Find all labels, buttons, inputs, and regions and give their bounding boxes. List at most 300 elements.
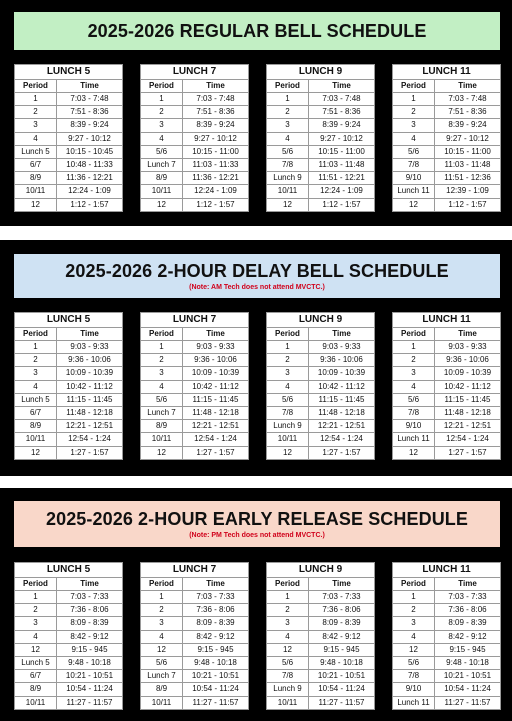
period-cell: 2 (393, 604, 435, 617)
table-row (267, 132, 375, 145)
table-row (15, 433, 123, 446)
lunch-heading: LUNCH 11 (393, 65, 501, 80)
time-cell: 12:54 - 1:24 (435, 433, 501, 446)
schedule-table (392, 312, 501, 460)
time-cell: 12:24 - 1:09 (183, 185, 249, 198)
time-cell: 7:03 - 7:33 (183, 591, 249, 604)
regular-schedule-title: 2025-2026 REGULAR BELL SCHEDULE (87, 21, 427, 41)
time-cell: 11:51 - 12:21 (309, 172, 375, 185)
table-row (393, 670, 501, 683)
period-cell: 12 (267, 198, 309, 211)
time-cell: 7:03 - 7:48 (435, 93, 501, 106)
time-cell: 1:27 - 1:57 (183, 446, 249, 459)
period-cell: 10/11 (15, 696, 57, 709)
table-row (141, 172, 249, 185)
table-row (15, 406, 123, 419)
table-row (267, 591, 375, 604)
table-row (267, 617, 375, 630)
table-row (15, 132, 123, 145)
table-row (15, 158, 123, 171)
table-row (141, 670, 249, 683)
schedule-table (266, 562, 375, 710)
lunch-heading: LUNCH 9 (267, 563, 375, 578)
table-row (141, 630, 249, 643)
table-row (15, 630, 123, 643)
table-row (141, 367, 249, 380)
period-cell: 1 (393, 341, 435, 354)
period-column-header: Period (15, 578, 57, 591)
schedule-table (266, 312, 375, 460)
time-cell: 11:15 - 11:45 (57, 393, 123, 406)
period-cell: 5/6 (393, 145, 435, 158)
period-cell: 12 (141, 446, 183, 459)
table-row (15, 670, 123, 683)
table-row (141, 420, 249, 433)
period-cell: Lunch 11 (393, 433, 435, 446)
time-cell: 9:36 - 10:06 (57, 354, 123, 367)
time-cell: 11:48 - 12:18 (183, 406, 249, 419)
period-cell: 3 (141, 617, 183, 630)
time-cell: 12:54 - 1:24 (57, 433, 123, 446)
table-row (393, 656, 501, 669)
period-cell: 3 (15, 617, 57, 630)
schedule-table (14, 562, 123, 710)
table-row (15, 198, 123, 211)
period-cell: 4 (393, 380, 435, 393)
time-cell: 10:21 - 10:51 (309, 670, 375, 683)
period-cell: 5/6 (141, 145, 183, 158)
time-cell: 10:54 - 11:24 (435, 683, 501, 696)
time-cell: 12:54 - 1:24 (309, 433, 375, 446)
lunch-heading: LUNCH 11 (393, 313, 501, 328)
period-cell: 3 (267, 617, 309, 630)
period-cell: 2 (141, 604, 183, 617)
period-cell: 4 (141, 132, 183, 145)
period-cell: 12 (393, 198, 435, 211)
table-row (393, 696, 501, 709)
period-cell: 5/6 (267, 656, 309, 669)
table-row (15, 617, 123, 630)
period-cell: 6/7 (15, 406, 57, 419)
period-cell: 2 (141, 106, 183, 119)
time-cell: 11:15 - 11:45 (435, 393, 501, 406)
time-cell: 8:09 - 8:39 (57, 617, 123, 630)
time-cell: 11:36 - 12:21 (57, 172, 123, 185)
time-cell: 10:42 - 11:12 (435, 380, 501, 393)
period-cell: 3 (267, 367, 309, 380)
table-row (393, 93, 501, 106)
time-cell: 7:36 - 8:06 (57, 604, 123, 617)
period-cell: 1 (141, 591, 183, 604)
time-cell: 11:48 - 12:18 (309, 406, 375, 419)
period-cell: 10/11 (141, 185, 183, 198)
time-cell: 10:48 - 11:33 (57, 158, 123, 171)
table-row (267, 393, 375, 406)
delay-schedule-section (0, 240, 512, 476)
time-cell: 11:27 - 11:57 (183, 696, 249, 709)
time-column-header: Time (183, 80, 249, 93)
period-column-header: Period (393, 80, 435, 93)
period-cell: 10/11 (15, 185, 57, 198)
table-row (15, 185, 123, 198)
time-cell: 12:24 - 1:09 (309, 185, 375, 198)
table-row (267, 145, 375, 158)
early-release-schedule-banner (14, 501, 500, 547)
time-column-header: Time (183, 328, 249, 341)
period-column-header: Period (267, 80, 309, 93)
period-cell: 5/6 (393, 656, 435, 669)
table-row (267, 158, 375, 171)
period-cell: 4 (141, 380, 183, 393)
period-cell: Lunch 5 (15, 656, 57, 669)
table-row (393, 683, 501, 696)
table-row (393, 380, 501, 393)
table-row (141, 380, 249, 393)
period-cell: 9/10 (393, 172, 435, 185)
period-cell: 1 (267, 341, 309, 354)
time-cell: 7:51 - 8:36 (309, 106, 375, 119)
schedule-table (14, 64, 123, 212)
time-cell: 7:03 - 7:48 (309, 93, 375, 106)
table-row (393, 185, 501, 198)
period-column-header: Period (267, 578, 309, 591)
table-row (141, 617, 249, 630)
table-row (15, 354, 123, 367)
regular-schedule-banner (14, 12, 500, 50)
period-cell: 1 (267, 591, 309, 604)
period-cell: 5/6 (141, 393, 183, 406)
time-cell: 8:42 - 9:12 (309, 630, 375, 643)
table-row (393, 617, 501, 630)
table-row (393, 643, 501, 656)
table-row (393, 406, 501, 419)
period-cell: 1 (141, 93, 183, 106)
table-row (267, 670, 375, 683)
time-cell: 10:42 - 11:12 (57, 380, 123, 393)
table-row (15, 656, 123, 669)
regular-schedule-section (0, 0, 512, 226)
lunch-heading: LUNCH 9 (267, 65, 375, 80)
time-cell: 1:27 - 1:57 (435, 446, 501, 459)
period-cell: Lunch 7 (141, 158, 183, 171)
time-cell: 7:36 - 8:06 (309, 604, 375, 617)
time-cell: 9:15 - 945 (309, 643, 375, 656)
period-cell: 3 (393, 617, 435, 630)
table-row (393, 591, 501, 604)
time-cell: 9:36 - 10:06 (183, 354, 249, 367)
time-column-header: Time (309, 578, 375, 591)
lunch-heading: LUNCH 5 (15, 65, 123, 80)
time-cell: 10:09 - 10:39 (183, 367, 249, 380)
period-cell: 4 (267, 380, 309, 393)
period-cell: 1 (15, 93, 57, 106)
time-cell: 11:27 - 11:57 (57, 696, 123, 709)
table-row (393, 158, 501, 171)
table-row (393, 106, 501, 119)
schedule-table (140, 64, 249, 212)
time-cell: 12:54 - 1:24 (183, 433, 249, 446)
time-column-header: Time (183, 578, 249, 591)
time-cell: 1:12 - 1:57 (309, 198, 375, 211)
period-cell: 6/7 (15, 670, 57, 683)
time-cell: 8:09 - 8:39 (435, 617, 501, 630)
time-cell: 7:36 - 8:06 (183, 604, 249, 617)
time-cell: 12:21 - 12:51 (435, 420, 501, 433)
table-row (141, 354, 249, 367)
time-cell: 11:15 - 11:45 (183, 393, 249, 406)
table-row (267, 93, 375, 106)
table-row (393, 145, 501, 158)
delay-schedule-banner (14, 254, 500, 298)
delay-schedule-note: (Note: AM Tech does not attend MVCTC.) (189, 284, 325, 291)
period-cell: 1 (393, 591, 435, 604)
time-cell: 10:09 - 10:39 (435, 367, 501, 380)
time-column-header: Time (435, 80, 501, 93)
period-cell: 8/9 (141, 683, 183, 696)
table-row (141, 341, 249, 354)
table-row (141, 198, 249, 211)
period-cell: 3 (141, 119, 183, 132)
time-cell: 11:36 - 12:21 (183, 172, 249, 185)
period-cell: 8/9 (141, 420, 183, 433)
period-column-header: Period (393, 578, 435, 591)
period-cell: 10/11 (141, 433, 183, 446)
time-column-header: Time (309, 80, 375, 93)
table-row (141, 696, 249, 709)
table-row (15, 591, 123, 604)
time-cell: 9:48 - 10:18 (183, 656, 249, 669)
table-row (141, 604, 249, 617)
table-row (393, 119, 501, 132)
period-cell: 10/11 (141, 696, 183, 709)
period-cell: 2 (141, 354, 183, 367)
table-row (141, 406, 249, 419)
period-cell: 12 (393, 446, 435, 459)
period-cell: Lunch 11 (393, 696, 435, 709)
time-cell: 8:39 - 9:24 (183, 119, 249, 132)
time-cell: 10:09 - 10:39 (57, 367, 123, 380)
early-release-schedule-title: 2025-2026 2-HOUR EARLY RELEASE SCHEDULE (45, 509, 469, 529)
time-column-header: Time (57, 328, 123, 341)
table-row (267, 341, 375, 354)
time-cell: 1:12 - 1:57 (57, 198, 123, 211)
time-cell: 7:51 - 8:36 (435, 106, 501, 119)
table-row (141, 433, 249, 446)
lunch-heading: LUNCH 7 (141, 65, 249, 80)
period-cell: 7/8 (267, 158, 309, 171)
time-cell: 9:36 - 10:06 (309, 354, 375, 367)
period-cell: 12 (15, 446, 57, 459)
time-cell: 10:42 - 11:12 (183, 380, 249, 393)
time-cell: 12:39 - 1:09 (435, 185, 501, 198)
table-row (141, 93, 249, 106)
table-row (15, 696, 123, 709)
table-row (15, 367, 123, 380)
table-row (141, 446, 249, 459)
table-row (393, 172, 501, 185)
time-column-header: Time (57, 578, 123, 591)
period-cell: 6/7 (15, 158, 57, 171)
time-cell: 9:03 - 9:33 (183, 341, 249, 354)
time-cell: 10:54 - 11:24 (309, 683, 375, 696)
time-cell: 10:15 - 11:00 (183, 145, 249, 158)
time-cell: 12:21 - 12:51 (309, 420, 375, 433)
time-cell: 12:21 - 12:51 (183, 420, 249, 433)
time-cell: 7:03 - 7:48 (183, 93, 249, 106)
time-cell: 11:15 - 11:45 (309, 393, 375, 406)
period-column-header: Period (141, 80, 183, 93)
lunch-heading: LUNCH 9 (267, 313, 375, 328)
table-row (267, 656, 375, 669)
period-cell: Lunch 5 (15, 393, 57, 406)
period-cell: 5/6 (267, 393, 309, 406)
time-cell: 7:03 - 7:48 (57, 93, 123, 106)
period-cell: Lunch 11 (393, 185, 435, 198)
table-row (393, 354, 501, 367)
period-cell: Lunch 9 (267, 420, 309, 433)
time-cell: 7:03 - 7:33 (435, 591, 501, 604)
time-cell: 8:39 - 9:24 (309, 119, 375, 132)
period-column-header: Period (15, 328, 57, 341)
period-cell: 7/8 (267, 670, 309, 683)
period-cell: 3 (15, 119, 57, 132)
period-cell: 1 (141, 341, 183, 354)
period-cell: 8/9 (15, 172, 57, 185)
table-row (267, 630, 375, 643)
table-row (15, 93, 123, 106)
time-cell: 7:51 - 8:36 (57, 106, 123, 119)
time-cell: 9:15 - 945 (435, 643, 501, 656)
time-cell: 10:54 - 11:24 (57, 683, 123, 696)
table-row (393, 393, 501, 406)
period-cell: 4 (15, 132, 57, 145)
table-row (393, 341, 501, 354)
time-cell: 8:09 - 8:39 (183, 617, 249, 630)
time-cell: 12:24 - 1:09 (57, 185, 123, 198)
period-cell: 3 (393, 367, 435, 380)
period-column-header: Period (393, 328, 435, 341)
lunch-heading: LUNCH 5 (15, 313, 123, 328)
table-row (267, 172, 375, 185)
time-column-header: Time (435, 578, 501, 591)
period-cell: 2 (15, 106, 57, 119)
period-cell: 4 (267, 132, 309, 145)
period-cell: 7/8 (267, 406, 309, 419)
time-cell: 9:03 - 9:33 (57, 341, 123, 354)
time-cell: 1:12 - 1:57 (183, 198, 249, 211)
table-row (141, 393, 249, 406)
period-cell: Lunch 7 (141, 670, 183, 683)
period-cell: 12 (141, 643, 183, 656)
table-row (393, 132, 501, 145)
table-row (267, 643, 375, 656)
time-cell: 1:27 - 1:57 (57, 446, 123, 459)
period-cell: 5/6 (267, 145, 309, 158)
period-cell: 9/10 (393, 683, 435, 696)
table-row (15, 172, 123, 185)
period-cell: 4 (15, 380, 57, 393)
period-cell: 2 (267, 106, 309, 119)
period-cell: 8/9 (141, 172, 183, 185)
time-cell: 10:21 - 10:51 (435, 670, 501, 683)
period-cell: 10/11 (267, 433, 309, 446)
time-cell: 10:09 - 10:39 (309, 367, 375, 380)
time-cell: 8:42 - 9:12 (435, 630, 501, 643)
lunch-heading: LUNCH 5 (15, 563, 123, 578)
table-row (15, 446, 123, 459)
table-row (141, 683, 249, 696)
period-cell: 2 (393, 354, 435, 367)
table-row (267, 354, 375, 367)
period-cell: 7/8 (393, 158, 435, 171)
period-cell: 9/10 (393, 420, 435, 433)
time-cell: 9:48 - 10:18 (309, 656, 375, 669)
time-cell: 9:15 - 945 (57, 643, 123, 656)
schedule-table (392, 562, 501, 710)
table-row (141, 106, 249, 119)
period-cell: 2 (267, 604, 309, 617)
table-row (15, 420, 123, 433)
period-cell: 4 (393, 630, 435, 643)
time-cell: 11:27 - 11:57 (435, 696, 501, 709)
period-cell: 8/9 (15, 420, 57, 433)
time-cell: 9:48 - 10:18 (435, 656, 501, 669)
table-row (267, 604, 375, 617)
table-row (15, 683, 123, 696)
period-cell: 4 (15, 630, 57, 643)
time-cell: 10:54 - 11:24 (183, 683, 249, 696)
table-row (15, 380, 123, 393)
table-row (141, 119, 249, 132)
lunch-heading: LUNCH 11 (393, 563, 501, 578)
table-row (393, 630, 501, 643)
time-cell: 7:51 - 8:36 (183, 106, 249, 119)
period-cell: 10/11 (15, 433, 57, 446)
time-column-header: Time (57, 80, 123, 93)
table-row (15, 145, 123, 158)
table-row (267, 198, 375, 211)
time-cell: 7:03 - 7:33 (309, 591, 375, 604)
period-cell: 3 (141, 367, 183, 380)
period-cell: 4 (393, 132, 435, 145)
time-cell: 7:03 - 7:33 (57, 591, 123, 604)
time-cell: 12:21 - 12:51 (57, 420, 123, 433)
period-cell: 12 (15, 198, 57, 211)
period-cell: 1 (267, 93, 309, 106)
time-cell: 8:09 - 8:39 (309, 617, 375, 630)
time-cell: 9:27 - 10:12 (309, 132, 375, 145)
time-column-header: Time (309, 328, 375, 341)
table-row (267, 420, 375, 433)
table-row (15, 393, 123, 406)
period-cell: 2 (15, 354, 57, 367)
period-cell: 12 (267, 643, 309, 656)
time-cell: 7:36 - 8:06 (435, 604, 501, 617)
table-row (267, 185, 375, 198)
period-column-header: Period (15, 80, 57, 93)
table-row (141, 591, 249, 604)
period-cell: 3 (15, 367, 57, 380)
schedule-table (392, 64, 501, 212)
time-cell: 9:03 - 9:33 (309, 341, 375, 354)
time-cell: 9:27 - 10:12 (183, 132, 249, 145)
time-cell: 10:21 - 10:51 (57, 670, 123, 683)
delay-schedule-title: 2025-2026 2-HOUR DELAY BELL SCHEDULE (65, 261, 449, 281)
period-cell: 12 (141, 198, 183, 211)
table-row (267, 119, 375, 132)
time-cell: 8:39 - 9:24 (57, 119, 123, 132)
time-cell: 11:03 - 11:33 (183, 158, 249, 171)
